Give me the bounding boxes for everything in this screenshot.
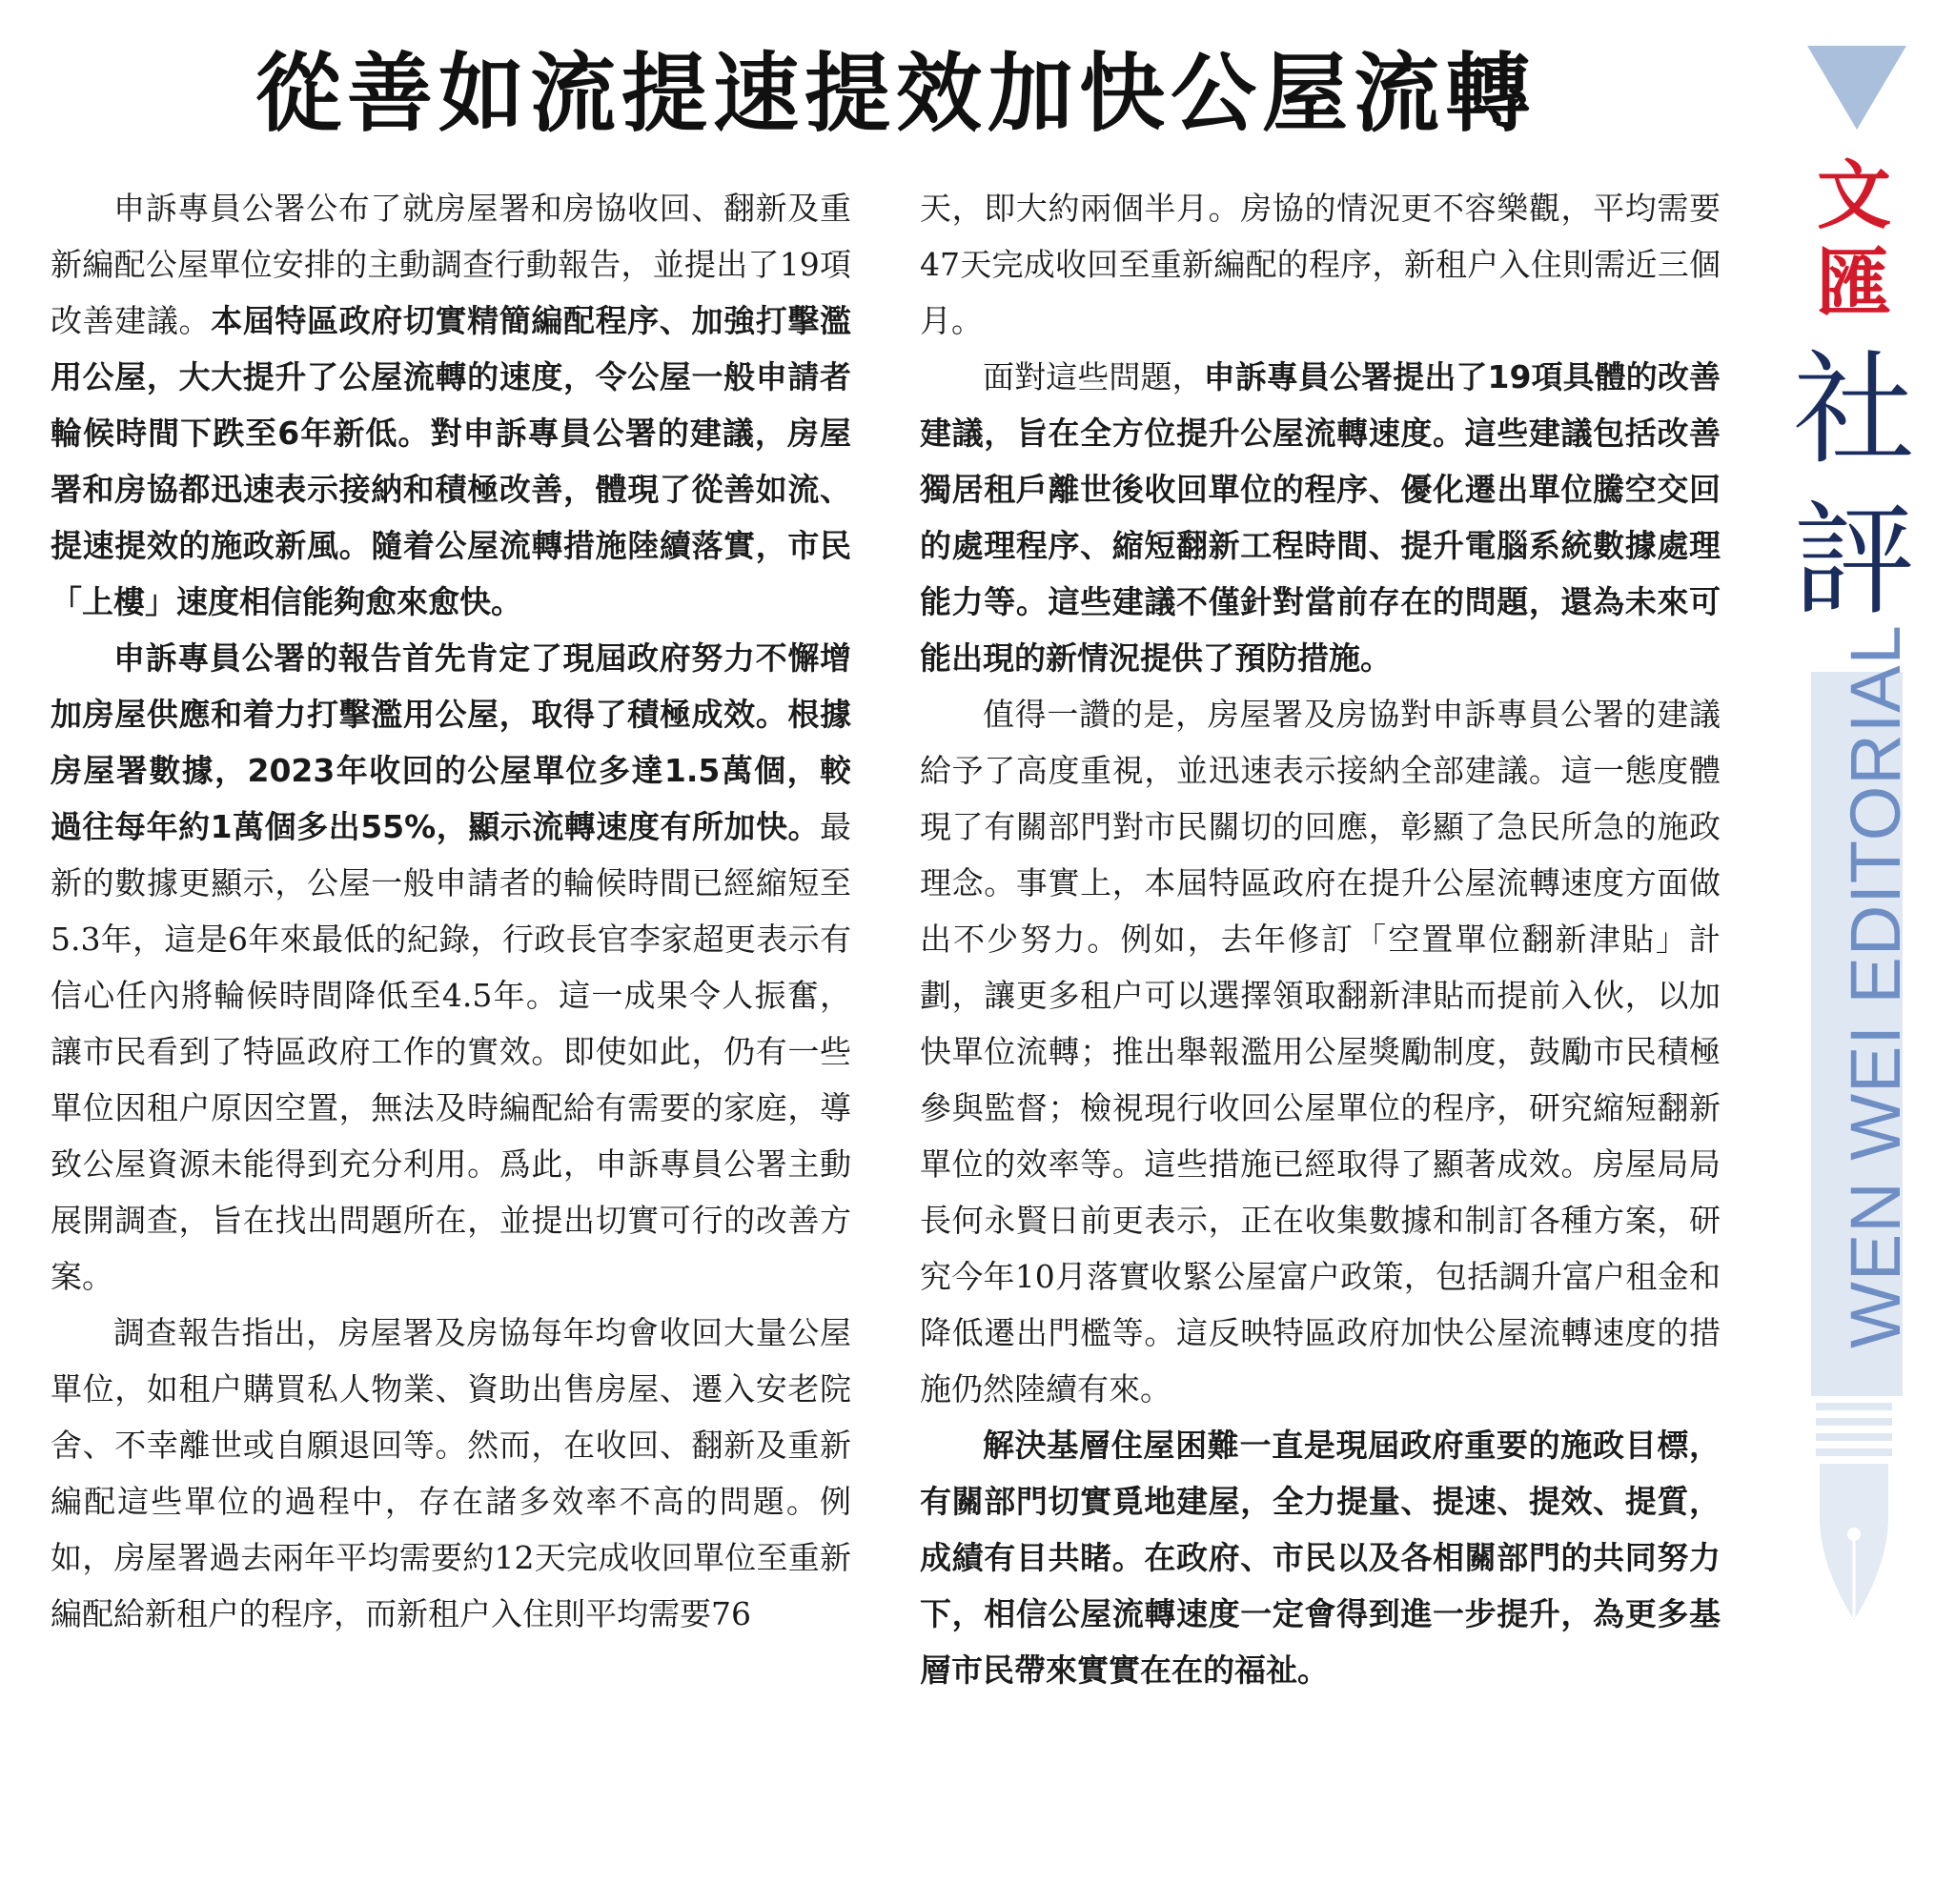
paragraph-4-plain: 面對這些問題， [983,358,1204,395]
paragraph-2-bold: 申訴專員公署的報告首先肯定了現屆政府努力不懈增加房屋供應和着力打擊濫用公屋，取得了積極成效。根據房屋署數據，2023年收回的公屋單位多達1.5萬個，較過往每年約1萬個多出55%，顯示流轉速度有所加快。 [51,639,851,845]
headline: 從善如流提速提效加快公屋流轉 [255,43,1537,144]
paragraph-2 [51,631,851,1306]
left-column [51,181,851,1643]
paragraph-3 [51,1306,851,1643]
section-branding [1792,38,1916,1620]
paragraph-1 [51,181,851,631]
section-title: 社評 [1792,339,1915,632]
paragraph-2-plain: 最新的數據更顯示，公屋一般申請者的輪候時間已經縮短至5.3年，這是6年來最低的紀錄，行政長官李家超更表示有信心任內將輪候時間降低至4.5年。這一成果令人振奮，讓市民看到了特區政府工作的實效。即使如此，仍有一些單位因租户原因空置，無法及時編配給有需要的家庭，導致公屋資源未能得到充分利用。爲此，申訴專員公署主動展開調查，旨在找出問題所在，並提出切實可行的改善方案。 [51,808,851,1295]
paragraph-5 [920,687,1721,1418]
fountain-pen-nib-icon [1816,1403,1892,1622]
paragraph-3-continued-plain: 天，即大約兩個半月。房協的情況更不容樂觀，平均需要47天完成收回至重新編配的程序，新租户入住則需近三個月。 [920,190,1721,339]
right-column [920,181,1721,1699]
paragraph-1-bold: 本屆特區政府切實精簡編配程序、加強打擊濫用公屋，大大提升了公屋流轉的速度，令公屋一般申請者輪候時間下跌至6年新低。對申訴專員公署的建議，房屋署和房協都迅速表示接納和積極改善，體現了從善如流、提速提效的施政新風。隨着公屋流轉措施陸續落實，市民「上樓」速度相信能夠愈來愈快。 [51,302,851,620]
paragraph-4 [920,350,1721,687]
section-title-english: WEN WEI EDITORIAL [1836,624,1915,1348]
paragraph-3-plain: 調查報告指出，房屋署及房協每年均會收回大量公屋單位，如租户購買私人物業、資助出售房屋、遷入安老院舍、不幸離世或自願退回等。然而，在收回、翻新及重新編配這些單位的過程中，存在諸多效率不高的問題。例如，房屋署過去兩年平均需要約12天完成收回單位至重新編配給新租户的程序，而新租户入住則平均需要76 [51,1314,851,1632]
paragraph-1-plain: 申訴專員公署公布了就房屋署和房協收回、翻新及重新編配公屋單位安排的主動調查行動報告，並提出了19項改善建議。 [51,190,851,339]
triangle-marker-icon [1807,46,1906,130]
paragraph-4-bold: 申訴專員公署提出了19項具體的改善建議，旨在全方位提升公屋流轉速度。這些建議包括改善獨居租戶離世後收回單位的程序、優化遷出單位騰空交回的處理程序、縮短翻新工程時間、提升電腦系統數據處理能力等。這些建議不僅針對當前存在的問題，還為未來可能出現的新情況提供了預防措施。 [920,358,1721,677]
paragraph-5-plain: 值得一讚的是，房屋署及房協對申訴專員公署的建議給予了高度重視，並迅速表示接納全部建議。這一態度體現了有關部門對市民關切的回應，彰顯了急民所急的施政理念。事實上，本屆特區政府在提升公屋流轉速度方面做出不少努力。例如，去年修訂「空置單位翻新津貼」計劃，讓更多租户可以選擇領取翻新津貼而提前入伙，以加快單位流轉；推出舉報濫用公屋獎勵制度，鼓勵市民積極參與監督；檢視現行收回公屋單位的程序，研究縮短翻新單位的效率等。這些措施已經取得了顯著成效。房屋局局長何永賢日前更表示，正在收集數據和制訂各種方案，研究今年10月落實收緊公屋富户政策，包括調升富户租金和降低遷出門檻等。這反映特區政府加快公屋流轉速度的措施仍然陸續有來。 [920,696,1721,1408]
paragraph-3-continued [920,181,1721,350]
publication-logo: 文匯 [1816,152,1891,327]
paragraph-6 [920,1418,1721,1699]
paragraph-6-bold: 解決基層住屋困難一直是現屆政府重要的施政目標，有關部門切實覓地建屋，全力提量、提速、提效、提質，成績有目共睹。在政府、市民以及各相關部門的共同努力下，相信公屋流轉速度一定會得到進一步提升，為更多基層市民帶來實實在在的福祉。 [920,1427,1721,1689]
